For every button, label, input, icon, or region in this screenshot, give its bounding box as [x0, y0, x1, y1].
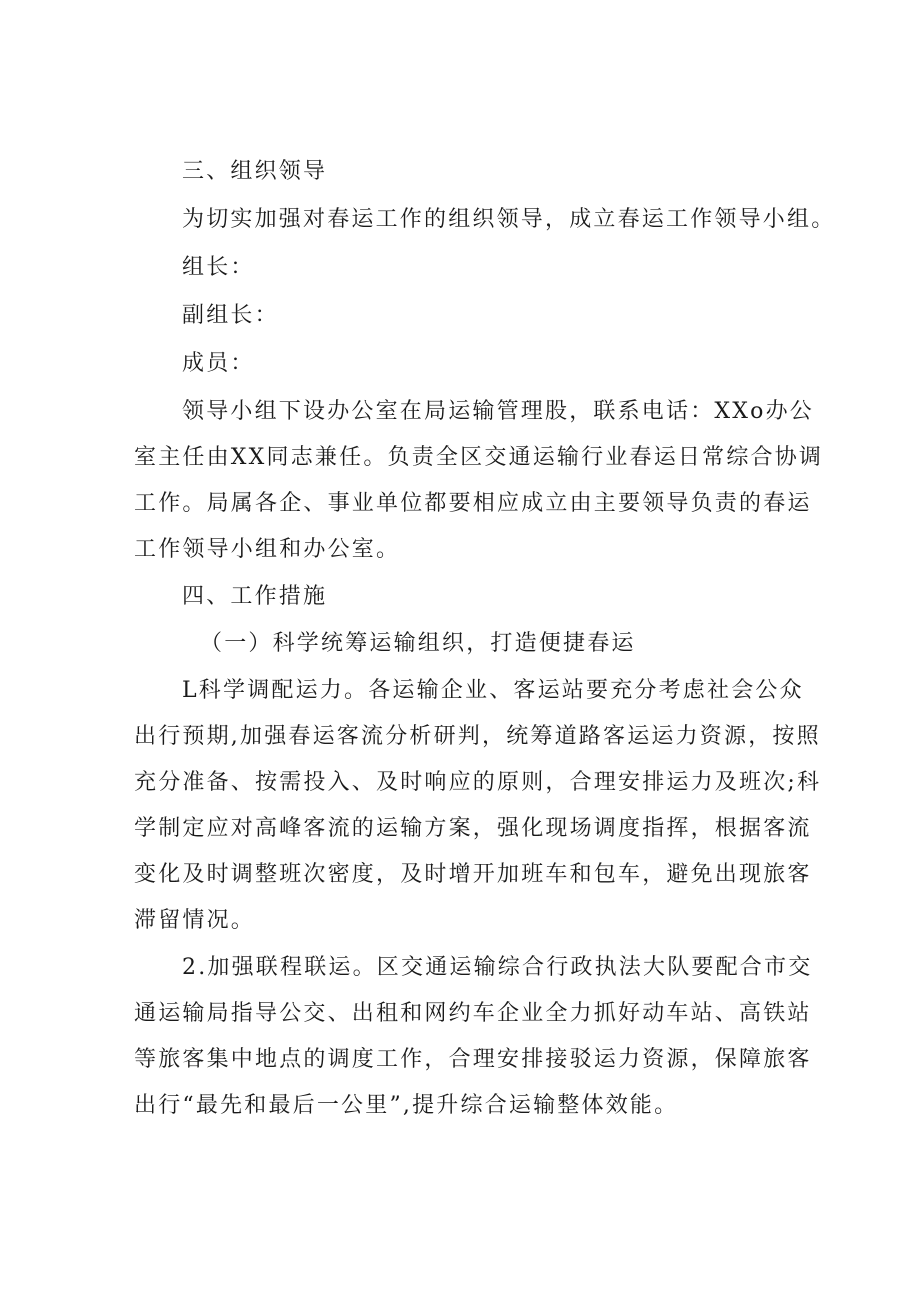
paragraph-item1-line: L科学调配运力。各运输企业、客运站要充分考虑社会公众 — [182, 678, 804, 703]
field-leader: 组长： — [182, 255, 255, 280]
section-heading-measures: 四、工作措施 — [182, 584, 328, 609]
paragraph-intro: 为切实加强对春运工作的组织领导，成立春运工作领导小组。 — [182, 207, 836, 232]
paragraph-item2-line: 通运输局指导公交、出租和网约车企业全力抓好动车站、高铁站 — [134, 1001, 812, 1026]
paragraph-office-line: 工作领导小组和办公室。 — [134, 537, 401, 562]
field-deputy-leader: 副组长： — [182, 303, 279, 328]
paragraph-item2-line: 等旅客集中地点的调度工作，合理安排接驳运力资源，保障旅客 — [134, 1047, 812, 1072]
paragraph-item1-line: 变化及时调整班次密度，及时增开加班车和包车，避免出现旅客 — [134, 862, 812, 887]
subsection-heading: （一）科学统筹运输组织，打造便捷春运 — [200, 631, 636, 656]
paragraph-office-line: 领导小组下设办公室在局运输管理股，联系电话：XXo办公 — [182, 399, 814, 424]
paragraph-item2-line: 2.加强联程联运。区交通运输综合行政执法大队要配合市交 — [182, 955, 813, 980]
paragraph-item1-line: 出行预期,加强春运客流分析研判，统筹道路客运运力资源，按照 — [134, 724, 821, 749]
paragraph-item2-line: 出行“最先和最后一公里”,提升综合运输整体效能。 — [134, 1093, 679, 1118]
paragraph-office-line: 工作。局属各企、事业单位都要相应成立由主要领导负责的春运 — [134, 491, 812, 516]
field-members: 成员： — [182, 351, 255, 376]
paragraph-item1-line: 充分准备、按需投入、及时响应的原则，合理安排运力及班次;科 — [134, 770, 822, 795]
paragraph-item1-line: 滞留情况。 — [134, 908, 256, 933]
paragraph-item1-line: 学制定应对高峰客流的运输方案，强化现场调度指挥，根据客流 — [134, 816, 812, 841]
section-heading-organization: 三、组织领导 — [182, 159, 328, 184]
paragraph-office-line: 室主任由XX同志兼任。负责全区交通运输行业春运日常综合协调 — [134, 445, 824, 470]
